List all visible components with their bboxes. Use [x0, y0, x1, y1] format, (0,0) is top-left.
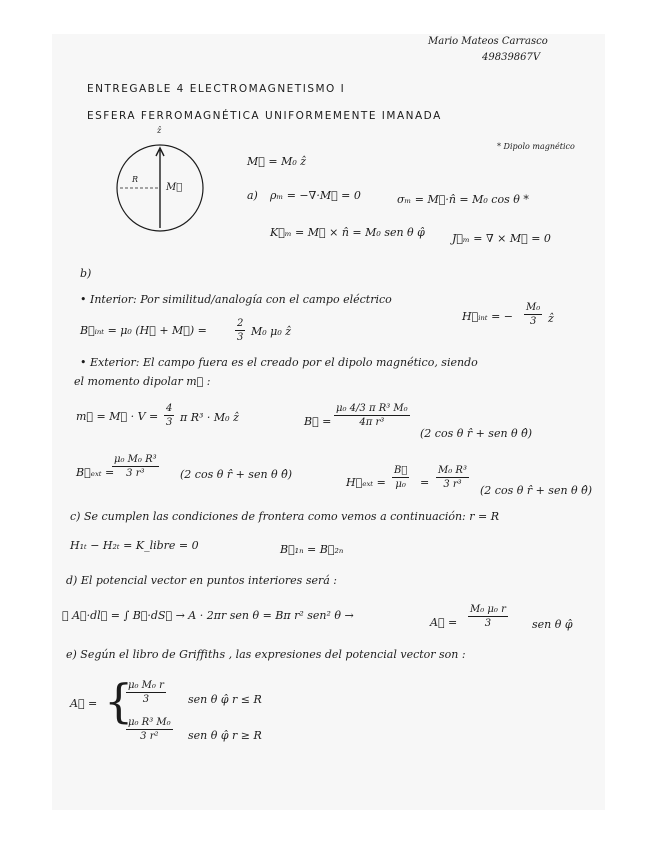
student-id: 49839867V: [482, 52, 541, 63]
magnetization-vector-label: M⃗: [166, 182, 183, 193]
title-line-2: ESFERA FERROMAGNÉTICA UNIFORMEMENTE IMANADA: [87, 110, 442, 122]
a-interior-fraction: [468, 604, 508, 629]
stokes-integral: ∮ A⃗·dl⃗ = ∫ B⃗·dS⃗ → A · 2πr sen θ = Bπ r² sen² θ →: [62, 609, 354, 622]
b-int-den: 3: [237, 332, 244, 343]
piecewise-brace: {: [104, 674, 134, 728]
h-boundary-condition: H₁ₜ − H₂ₜ = K_libre = 0: [70, 539, 199, 552]
interior-text: • Interior: Por similitud/analogía con el campo eléctrico: [80, 293, 392, 306]
z-axis-label: ẑ: [157, 126, 162, 135]
h-ext-lhs: H⃗ₑₓₜ =: [346, 476, 386, 489]
surface-charge-equation: σₘ = M⃗·n̂ = M₀ cos θ *: [397, 193, 529, 206]
h-ext-den-2: 3 r³: [443, 479, 462, 490]
b-dip-num: μ₀ 4/3 π R³ M₀: [336, 403, 408, 414]
b-int-num: 2: [237, 318, 244, 329]
h-ext-den-1: μ₀: [395, 479, 406, 490]
part-d-text: d) El potencial vector en puntos interiores será :: [66, 574, 337, 587]
h-int-num: M₀: [526, 302, 541, 313]
h-ext-fraction-2: [436, 465, 469, 490]
a-interior-num: M₀ μ₀ r: [470, 604, 506, 615]
title-line-1: ENTREGABLE 4 ELECTROMAGNETISMO I: [87, 83, 346, 95]
sphere-diagram: [112, 130, 212, 240]
a-piecewise-lhs: A⃗ =: [70, 697, 98, 710]
h-ext-num-1: B⃗: [394, 465, 408, 476]
volume-charge-equation: ρₘ = −∇·M⃗ = 0: [270, 189, 361, 202]
a-interior-rhs: sen θ φ̂: [532, 618, 573, 631]
h-ext-rhs: (2 cos θ r̂ + sen θ θ̂): [480, 484, 593, 497]
b-int-rhs: M₀ μ₀ ẑ: [251, 325, 292, 338]
part-b-label: b): [80, 267, 92, 280]
h-ext-num-2: M₀ R³: [438, 465, 467, 476]
moment-rhs: π R³ · M₀ ẑ: [180, 411, 239, 424]
a-interior-lhs: A⃗ =: [430, 616, 458, 629]
moment-lhs: m⃗ = M⃗ · V =: [76, 410, 159, 423]
exterior-text: • Exterior: El campo fuera es el creado por el dipolo magnético, siendo: [80, 356, 478, 369]
dipole-note: * Dipolo magnético: [497, 142, 575, 151]
moment-num: 4: [166, 403, 173, 414]
part-c-text: c) Se cumplen las condiciones de frontera como vemos a continuación: r = R: [70, 510, 500, 523]
h-int-den: 3: [529, 316, 537, 327]
h-int-lhs: H⃗ᵢₙₜ = −: [462, 310, 514, 323]
case2-den: 3 r²: [140, 731, 159, 742]
author-name: Mario Mateos Carrasco: [428, 36, 548, 47]
case2-rhs: sen θ φ̂ r ≥ R: [188, 729, 262, 742]
b-ext-rhs: (2 cos θ r̂ + sen θ θ̂): [180, 468, 293, 481]
b-ext-fraction: [112, 454, 159, 479]
case2-fraction: [126, 717, 173, 742]
b-dip-den: 4π r³: [359, 417, 385, 428]
h-ext-fraction-1: [392, 465, 409, 490]
b-dip-rhs: (2 cos θ r̂ + sen θ θ̂): [420, 427, 533, 440]
case2-num: μ₀ R³ M₀: [128, 717, 171, 728]
b-int-fraction: [235, 318, 245, 343]
exterior-text-2: el momento dipolar m⃗ :: [74, 375, 211, 388]
b-ext-lhs: B⃗ₑₓₜ =: [76, 466, 115, 479]
moment-fraction: [164, 403, 174, 428]
b-dip-lhs: B⃗ =: [304, 415, 332, 428]
case1-num: μ₀ M₀ r: [128, 680, 164, 691]
part-e-text: e) Según el libro de Griffiths , las expresiones del potencial vector son :: [66, 648, 466, 661]
b-ext-den: 3 r³: [126, 468, 145, 479]
h-ext-equals: =: [420, 476, 430, 489]
h-int-fraction: [524, 302, 542, 327]
b-boundary-condition: B⃗₁ₙ = B⃗₂ₙ: [280, 543, 344, 556]
case1-den: 3: [142, 694, 150, 705]
radius-label: R: [132, 175, 139, 184]
moment-den: 3: [166, 417, 173, 428]
b-ext-num: μ₀ M₀ R³: [114, 454, 157, 465]
h-int-rhs: ẑ: [548, 312, 554, 325]
surface-current-equation: K⃗ₘ = M⃗ × n̂ = M₀ sen θ φ̂: [270, 226, 425, 239]
case1-rhs: sen θ φ̂ r ≤ R: [188, 693, 262, 706]
notebook-page: [52, 34, 605, 810]
b-int-equation: B⃗ᵢₙₜ = μ₀ (H⃗ + M⃗) =: [80, 324, 207, 337]
case1-fraction: [126, 680, 166, 705]
volume-current-equation: J⃗ₘ = ∇ × M⃗ = 0: [452, 232, 551, 245]
a-interior-den: 3: [484, 618, 492, 629]
magnetization-equation: M⃗ = M₀ ẑ: [247, 155, 307, 168]
b-dip-fraction: [334, 403, 410, 428]
part-a-label: a): [247, 189, 258, 202]
